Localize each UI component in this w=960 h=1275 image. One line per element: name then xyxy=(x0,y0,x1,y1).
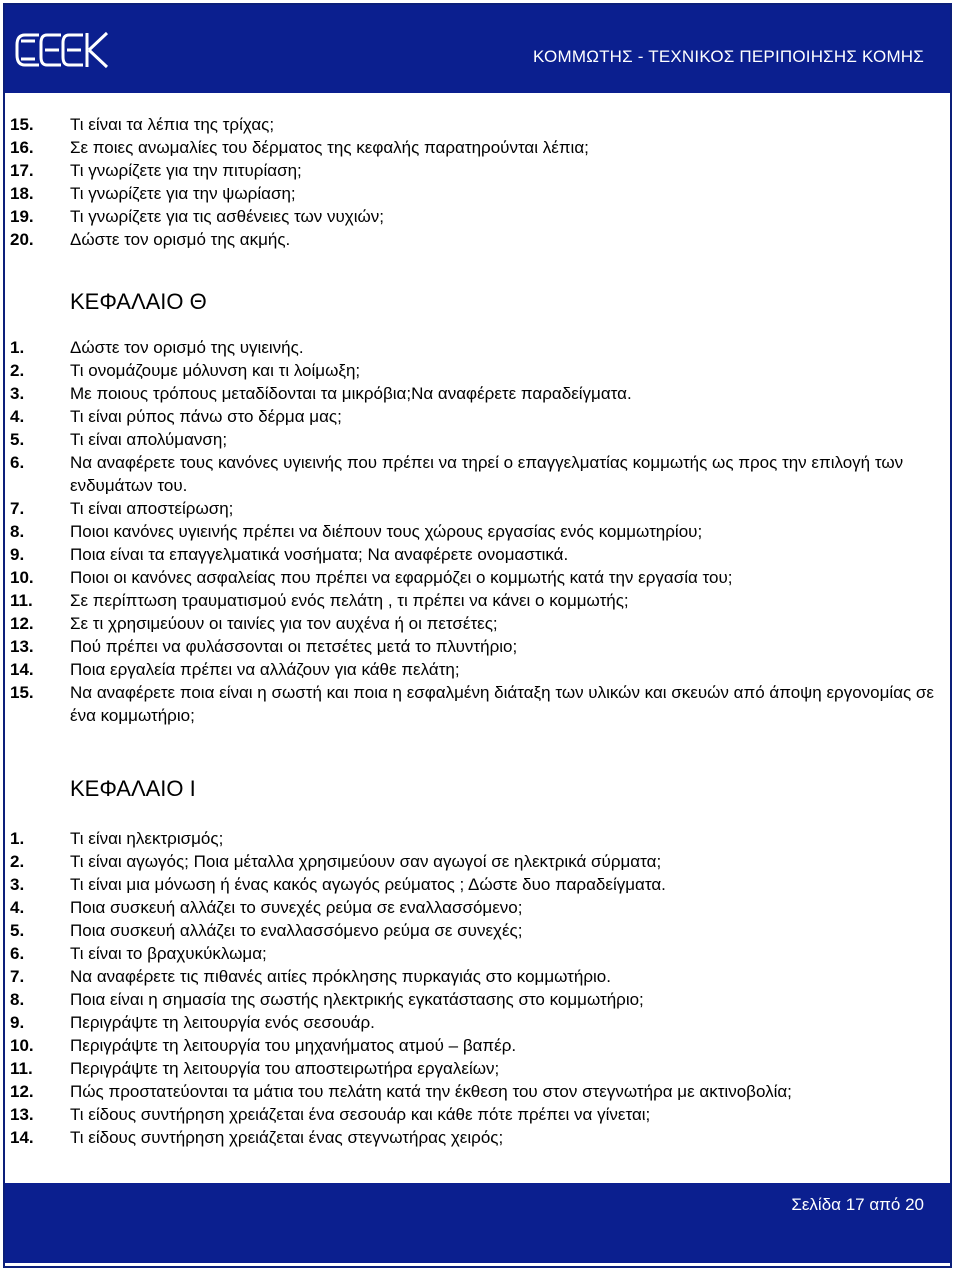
question-item xyxy=(10,182,950,205)
question-text: Πώς προστατεύονται τα μάτια του πελάτη κατά την έκθεση του στον στεγνωτήρα με ακτινοβολία; xyxy=(70,1082,792,1101)
question-text: Ποιοι οι κανόνες ασφαλείας που πρέπει να εφαρμόζει ο κομμωτής κατά την εργασία του; xyxy=(70,568,733,587)
question-number: 5. xyxy=(10,430,25,449)
chapter-iota-questions xyxy=(10,827,950,1149)
question-number: 3. xyxy=(10,875,25,894)
question-text: Τι ονομάζουμε μόλυνση και τι λοίμωξη; xyxy=(70,361,361,380)
question-item xyxy=(10,589,950,612)
question-text: Τι είναι αποστείρωση; xyxy=(70,499,234,518)
question-number: 2. xyxy=(10,852,25,871)
question-number: 12. xyxy=(10,614,34,633)
question-number: 2. xyxy=(10,361,25,380)
question-item xyxy=(10,942,950,965)
question-item xyxy=(10,1126,950,1149)
question-number: 6. xyxy=(10,453,25,472)
question-item xyxy=(10,612,950,635)
question-item xyxy=(10,658,950,681)
page-number: Σελίδα 17 από 20 xyxy=(791,1195,924,1214)
question-text: Τι είναι αγωγός; Ποια μέταλλα χρησιμεύουν σαν αγωγοί σε ηλεκτρικά σύρματα; xyxy=(70,852,662,871)
question-item xyxy=(10,965,950,988)
question-text: Ποια είναι τα επαγγελματικά νοσήματα; Να αναφέρετε ονομαστικά. xyxy=(70,545,569,564)
question-item xyxy=(10,1103,950,1126)
question-number: 6. xyxy=(10,944,25,963)
question-number: 8. xyxy=(10,522,25,541)
question-item xyxy=(10,896,950,919)
question-number: 10. xyxy=(10,1036,34,1055)
question-item xyxy=(10,1080,950,1103)
question-number: 14. xyxy=(10,1128,34,1147)
question-number: 18. xyxy=(10,184,34,203)
question-text: Τι είναι ρύπος πάνω στο δέρμα μας; xyxy=(70,407,342,426)
question-text: Τι είδους συντήρηση χρειάζεται ένας στεγνωτήρας χειρός; xyxy=(70,1128,504,1147)
question-text: Να αναφέρετε τους κανόνες υγιεινής που πρέπει να τηρεί ο επαγγελματίας κομμωτής ως προς την επιλογή των ενδυμάτων του. xyxy=(70,453,904,495)
question-number: 4. xyxy=(10,898,25,917)
question-item xyxy=(10,159,950,182)
document-title: ΚΟΜΜΩΤΗΣ - ΤΕΧΝΙΚΟΣ ΠΕΡΙΠΟΙΗΣΗΣ ΚΟΜΗΣ xyxy=(533,47,924,66)
question-number: 7. xyxy=(10,967,25,986)
question-item xyxy=(10,136,950,159)
question-text: Ποια συσκευή αλλάζει το συνεχές ρεύμα σε εναλλασσόμενο; xyxy=(70,898,523,917)
question-number: 10. xyxy=(10,568,34,587)
question-item xyxy=(10,681,950,727)
question-number: 17. xyxy=(10,161,34,180)
question-text: Περιγράψτε τη λειτουργία του αποστειρωτήρα εργαλείων; xyxy=(70,1059,500,1078)
question-number: 12. xyxy=(10,1082,34,1101)
question-text: Τι είναι το βραχυκύκλωμα; xyxy=(70,944,267,963)
question-item xyxy=(10,873,950,896)
question-item xyxy=(10,382,950,405)
question-text: Περιγράψτε τη λειτουργία του μηχανήματος ατμού – βαπέρ. xyxy=(70,1036,517,1055)
question-item xyxy=(10,566,950,589)
question-text: Τι γνωρίζετε για την ψωρίαση; xyxy=(70,184,296,203)
question-item xyxy=(10,205,950,228)
question-text: Τι είδους συντήρηση χρειάζεται ένα σεσουάρ και κάθε πότε πρέπει να γίνεται; xyxy=(70,1105,651,1124)
question-item xyxy=(10,1011,950,1034)
question-item xyxy=(10,428,950,451)
question-text: Ποια είναι η σημασία της σωστής ηλεκτρικής εγκατάστασης στο κομμωτήριο; xyxy=(70,990,644,1009)
question-number: 19. xyxy=(10,207,34,226)
page-header xyxy=(5,5,950,93)
question-list xyxy=(10,113,950,1149)
question-number: 7. xyxy=(10,499,25,518)
question-number: 16. xyxy=(10,138,34,157)
question-item xyxy=(10,827,950,850)
question-text: Με ποιους τρόπους μεταδίδονται τα μικρόβια;Να αναφέρετε παραδείγματα. xyxy=(70,384,632,403)
question-item xyxy=(10,543,950,566)
question-text: Τι είναι απολύμανση; xyxy=(70,430,228,449)
ceek-logo-icon xyxy=(13,23,113,77)
question-text: Δώστε τον ορισμό της ακμής. xyxy=(70,230,291,249)
chapter-theta-heading: ΚΕΦΑΛΑΙΟ Θ xyxy=(70,289,207,314)
section-continued xyxy=(10,113,950,251)
question-text: Ποιοι κανόνες υγιεινής πρέπει να διέπουν τους χώρους εργασίας ενός κομμωτηρίου; xyxy=(70,522,703,541)
question-text: Σε ποιες ανωμαλίες του δέρματος της κεφαλής παρατηρούνται λέπια; xyxy=(70,138,589,157)
question-number: 11. xyxy=(10,1059,33,1078)
question-number: 15. xyxy=(10,683,34,702)
question-number: 15. xyxy=(10,115,34,134)
question-item xyxy=(10,1057,950,1080)
question-item xyxy=(10,405,950,428)
question-text: Ποια εργαλεία πρέπει να αλλάζουν για κάθε πελάτη; xyxy=(70,660,460,679)
question-item xyxy=(10,520,950,543)
question-number: 4. xyxy=(10,407,25,426)
question-item xyxy=(10,919,950,942)
chapter-iota-heading: ΚΕΦΑΛΑΙΟ Ι xyxy=(70,776,196,801)
question-item xyxy=(10,497,950,520)
page-footer xyxy=(5,1183,950,1263)
question-number: 9. xyxy=(10,1013,25,1032)
question-number: 1. xyxy=(10,829,25,848)
question-text: Τι γνωρίζετε για τις ασθένειες των νυχιών; xyxy=(70,207,384,226)
question-text: Να αναφέρετε ποια είναι η σωστή και ποια η εσφαλμένη διάταξη των υλικών και σκευών από άποψη εργονομίας σε ένα κομμωτήριο; xyxy=(70,683,935,725)
question-item xyxy=(10,336,950,359)
question-text: Τι είναι ηλεκτρισμός; xyxy=(70,829,224,848)
question-text: Τι είναι τα λέπια της τρίχας; xyxy=(70,115,275,134)
question-item xyxy=(10,988,950,1011)
question-number: 13. xyxy=(10,637,34,656)
question-number: 14. xyxy=(10,660,34,679)
question-text: Ποια συσκευή αλλάζει το εναλλασσόμενο ρεύμα σε συνεχές; xyxy=(70,921,523,940)
question-number: 20. xyxy=(10,230,34,249)
question-item xyxy=(10,228,950,251)
question-number: 13. xyxy=(10,1105,34,1124)
question-item xyxy=(10,850,950,873)
question-number: 11. xyxy=(10,591,33,610)
question-number: 1. xyxy=(10,338,25,357)
question-number: 8. xyxy=(10,990,25,1009)
question-number: 3. xyxy=(10,384,25,403)
question-number: 5. xyxy=(10,921,25,940)
question-number: 9. xyxy=(10,545,25,564)
question-text: Πού πρέπει να φυλάσσονται οι πετσέτες μετά το πλυντήριο; xyxy=(70,637,518,656)
question-item xyxy=(10,451,950,497)
question-item xyxy=(10,635,950,658)
question-text: Τι γνωρίζετε για την πιτυρίαση; xyxy=(70,161,302,180)
question-item xyxy=(10,359,950,382)
question-item xyxy=(10,1034,950,1057)
chapter-theta-questions xyxy=(10,336,950,727)
question-text: Σε περίπτωση τραυματισμού ενός πελάτη , τι πρέπει να κάνει ο κομμωτής; xyxy=(70,591,629,610)
question-text: Σε τι χρησιμεύουν οι ταινίες για τον αυχένα ή οι πετσέτες; xyxy=(70,614,498,633)
question-text: Τι είναι μια μόνωση ή ένας κακός αγωγός ρεύματος ; Δώστε δυο παραδείγματα. xyxy=(70,875,666,894)
question-item xyxy=(10,113,950,136)
question-text: Περιγράψτε τη λειτουργία ενός σεσουάρ. xyxy=(70,1013,375,1032)
question-text: Δώστε τον ορισμό της υγιεινής. xyxy=(70,338,304,357)
question-text: Να αναφέρετε τις πιθανές αιτίες πρόκλησης πυρκαγιάς στο κομμωτήριο. xyxy=(70,967,611,986)
